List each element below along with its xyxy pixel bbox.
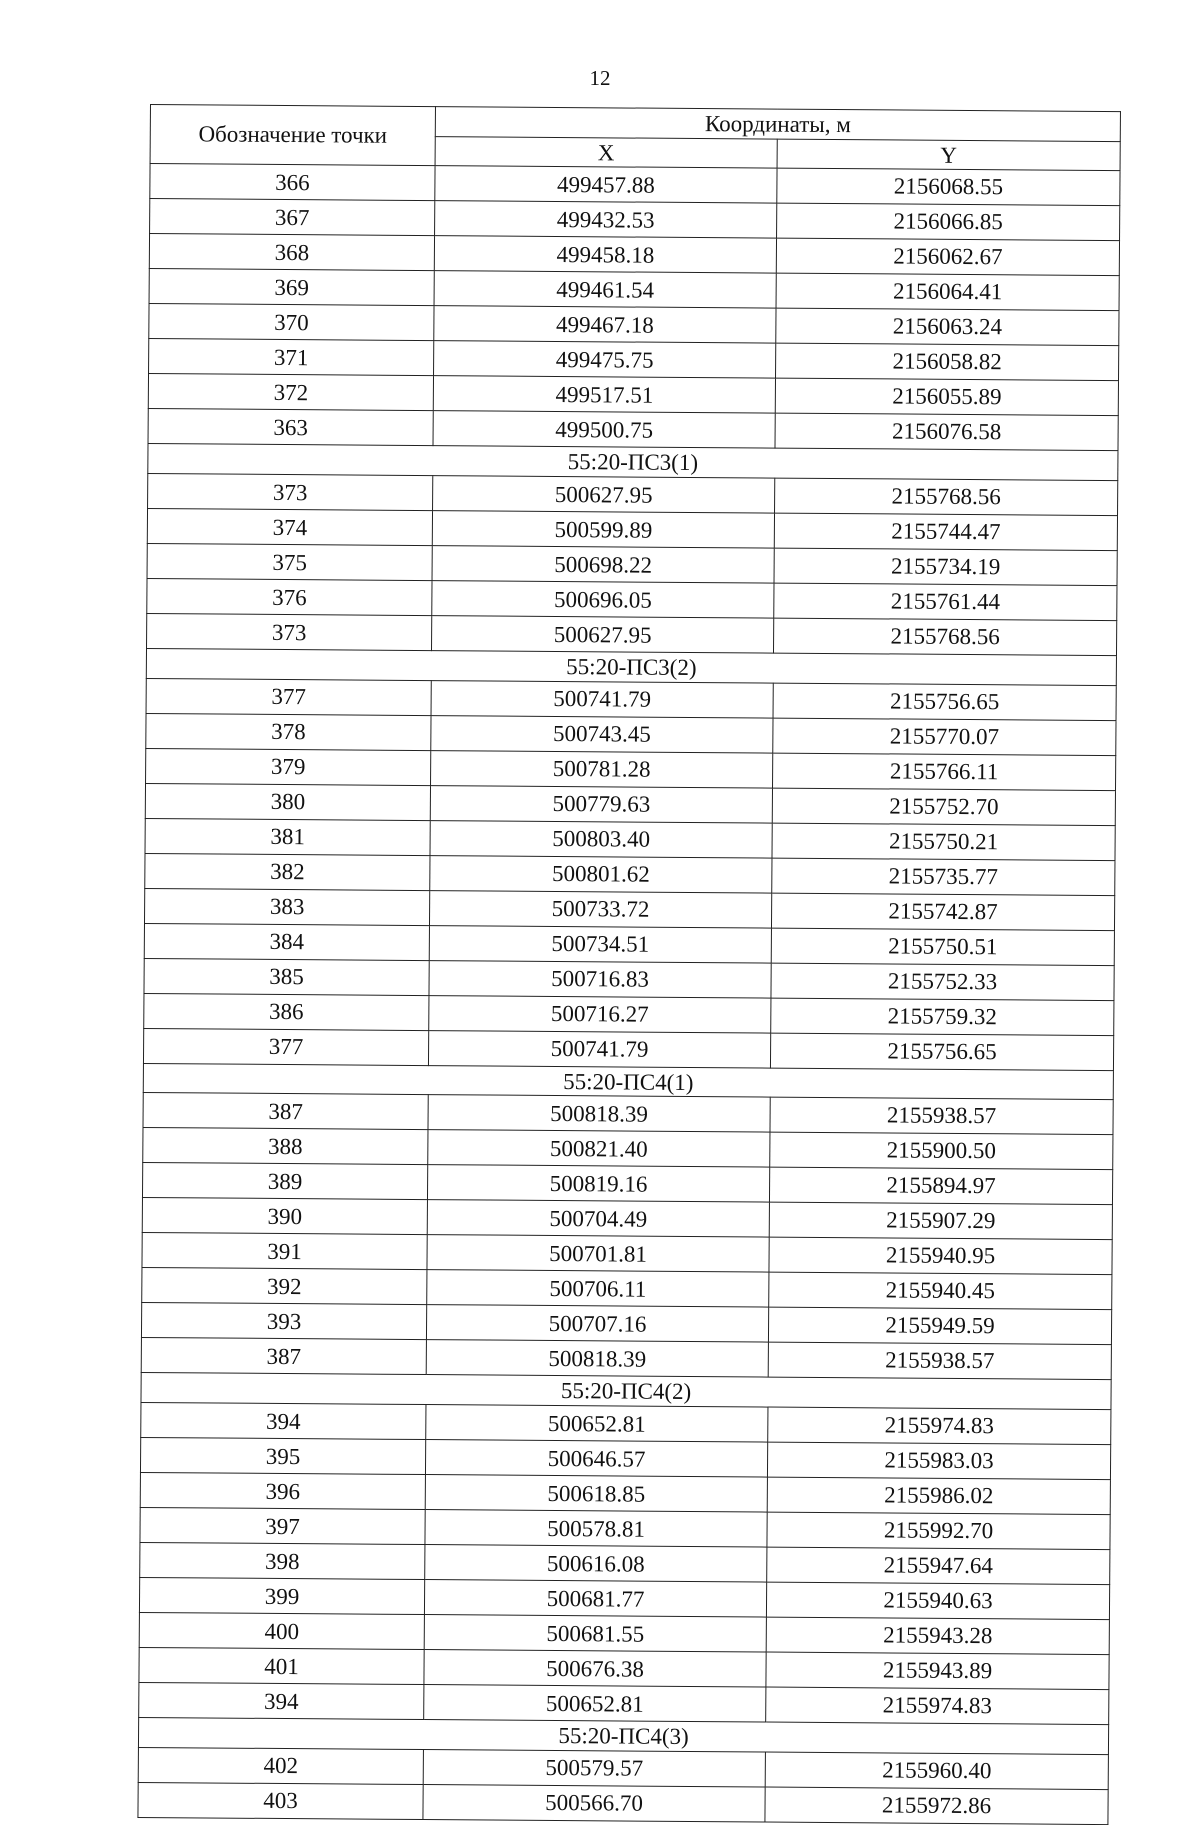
y-cell: 2155947.64 bbox=[767, 1547, 1110, 1585]
header-x: X bbox=[435, 136, 777, 168]
x-cell: 499432.53 bbox=[435, 201, 777, 239]
point-cell: 375 bbox=[147, 544, 432, 581]
y-cell: 2155943.89 bbox=[766, 1652, 1109, 1690]
x-cell: 500734.51 bbox=[429, 925, 771, 963]
x-cell: 499475.75 bbox=[434, 341, 776, 379]
y-cell: 2155940.95 bbox=[769, 1238, 1112, 1276]
x-cell: 500618.85 bbox=[425, 1475, 767, 1513]
point-cell: 387 bbox=[143, 1093, 428, 1130]
y-cell: 2156058.82 bbox=[776, 343, 1119, 381]
point-cell: 391 bbox=[142, 1233, 427, 1270]
x-cell: 500818.39 bbox=[426, 1340, 768, 1378]
y-cell: 2155750.21 bbox=[772, 823, 1115, 861]
x-cell: 500698.22 bbox=[432, 546, 774, 584]
section-title: 55:20-ПС4(2) bbox=[141, 1373, 1111, 1410]
section-title: 55:20-ПС4(3) bbox=[138, 1718, 1108, 1755]
x-cell: 500733.72 bbox=[429, 890, 771, 928]
header-coordinates: Координаты, м bbox=[435, 107, 1120, 142]
x-cell: 500681.77 bbox=[424, 1580, 766, 1618]
point-cell: 373 bbox=[148, 474, 433, 511]
x-cell: 500627.95 bbox=[432, 616, 774, 654]
x-cell: 500701.81 bbox=[427, 1235, 769, 1273]
y-cell: 2155770.07 bbox=[773, 718, 1116, 756]
point-cell: 372 bbox=[148, 374, 433, 411]
point-cell: 395 bbox=[140, 1438, 425, 1475]
table-body bbox=[138, 164, 1120, 1825]
y-cell: 2156064.41 bbox=[776, 273, 1119, 311]
x-cell: 500704.49 bbox=[427, 1200, 769, 1238]
point-cell: 381 bbox=[145, 818, 430, 855]
table-header bbox=[150, 105, 1120, 171]
y-cell: 2155894.97 bbox=[769, 1168, 1112, 1206]
y-cell: 2156076.58 bbox=[775, 413, 1118, 451]
point-cell: 369 bbox=[149, 269, 434, 306]
point-cell: 397 bbox=[140, 1508, 425, 1545]
y-cell: 2155974.83 bbox=[766, 1687, 1109, 1725]
x-cell: 499461.54 bbox=[434, 271, 776, 309]
x-cell: 500599.89 bbox=[432, 511, 774, 549]
y-cell: 2155900.50 bbox=[770, 1133, 1113, 1171]
point-cell: 379 bbox=[146, 748, 431, 785]
x-cell: 500652.81 bbox=[426, 1405, 768, 1443]
y-cell: 2156063.24 bbox=[776, 308, 1119, 346]
y-cell: 2155974.83 bbox=[768, 1407, 1111, 1445]
y-cell: 2155992.70 bbox=[767, 1512, 1110, 1550]
x-cell: 500652.81 bbox=[424, 1685, 766, 1723]
header-point-designation: Обозначение точки bbox=[150, 105, 435, 166]
x-cell: 500819.16 bbox=[427, 1165, 769, 1203]
x-cell: 499457.88 bbox=[435, 166, 777, 204]
y-cell: 2155756.65 bbox=[773, 683, 1116, 721]
x-cell: 500616.08 bbox=[425, 1545, 767, 1583]
y-cell: 2156066.85 bbox=[777, 203, 1120, 241]
point-cell: 398 bbox=[140, 1543, 425, 1580]
y-cell: 2155766.11 bbox=[773, 753, 1116, 791]
y-cell: 2155940.45 bbox=[769, 1273, 1112, 1311]
point-cell: 396 bbox=[140, 1473, 425, 1510]
point-cell: 399 bbox=[139, 1578, 424, 1615]
point-cell: 389 bbox=[142, 1163, 427, 1200]
y-cell: 2155940.63 bbox=[766, 1582, 1109, 1620]
x-cell: 500803.40 bbox=[430, 820, 772, 858]
point-cell: 401 bbox=[139, 1648, 424, 1685]
point-cell: 376 bbox=[147, 579, 432, 616]
y-cell: 2155983.03 bbox=[767, 1442, 1110, 1480]
y-cell: 2155972.86 bbox=[765, 1787, 1108, 1825]
coordinates-table bbox=[137, 104, 1121, 1825]
x-cell: 499500.75 bbox=[433, 411, 775, 449]
x-cell: 500716.27 bbox=[429, 995, 771, 1033]
point-cell: 383 bbox=[144, 888, 429, 925]
point-cell: 378 bbox=[146, 713, 431, 750]
y-cell: 2155943.28 bbox=[766, 1617, 1109, 1655]
x-cell: 499467.18 bbox=[434, 306, 776, 344]
x-cell: 500801.62 bbox=[430, 855, 772, 893]
x-cell: 500676.38 bbox=[424, 1650, 766, 1688]
section-title: 55:20-ПС3(2) bbox=[146, 649, 1116, 686]
y-cell: 2155750.51 bbox=[771, 928, 1114, 966]
y-cell: 2155742.87 bbox=[771, 893, 1114, 931]
page-number: 12 bbox=[589, 66, 611, 90]
y-cell: 2155759.32 bbox=[771, 998, 1114, 1036]
x-cell: 500741.79 bbox=[431, 680, 773, 718]
x-cell: 500646.57 bbox=[425, 1440, 767, 1478]
point-cell: 388 bbox=[143, 1128, 428, 1165]
point-cell: 367 bbox=[150, 199, 435, 236]
y-cell: 2155907.29 bbox=[769, 1203, 1112, 1241]
section-title: 55:20-ПС3(1) bbox=[148, 444, 1118, 481]
x-cell: 500821.40 bbox=[428, 1130, 770, 1168]
point-cell: 363 bbox=[148, 409, 433, 446]
x-cell: 500579.57 bbox=[423, 1749, 765, 1787]
point-cell: 393 bbox=[141, 1303, 426, 1340]
x-cell: 500818.39 bbox=[428, 1095, 770, 1133]
y-cell: 2155734.19 bbox=[774, 548, 1117, 586]
y-cell: 2155744.47 bbox=[774, 513, 1117, 551]
point-cell: 390 bbox=[142, 1198, 427, 1235]
point-cell: 377 bbox=[143, 1028, 428, 1065]
point-cell: 371 bbox=[149, 339, 434, 376]
x-cell: 500707.16 bbox=[426, 1305, 768, 1343]
point-cell: 370 bbox=[149, 304, 434, 341]
point-cell: 374 bbox=[147, 509, 432, 546]
y-cell: 2155752.70 bbox=[772, 788, 1115, 826]
y-cell: 2156062.67 bbox=[776, 238, 1119, 276]
point-cell: 366 bbox=[150, 164, 435, 201]
x-cell: 500566.70 bbox=[423, 1784, 765, 1822]
x-cell: 500627.95 bbox=[433, 476, 775, 514]
point-cell: 380 bbox=[145, 783, 430, 820]
x-cell: 500681.55 bbox=[424, 1615, 766, 1653]
section-title: 55:20-ПС4(1) bbox=[143, 1063, 1113, 1100]
y-cell: 2155949.59 bbox=[768, 1308, 1111, 1346]
y-cell: 2155768.56 bbox=[775, 478, 1118, 516]
table-row bbox=[138, 1782, 1108, 1824]
point-cell: 385 bbox=[144, 958, 429, 995]
point-cell: 394 bbox=[139, 1683, 424, 1720]
y-cell: 2155756.65 bbox=[770, 1033, 1113, 1071]
point-cell: 368 bbox=[149, 234, 434, 271]
x-cell: 500578.81 bbox=[425, 1510, 767, 1548]
point-cell: 384 bbox=[144, 923, 429, 960]
header-y: Y bbox=[777, 139, 1120, 171]
point-cell: 400 bbox=[139, 1613, 424, 1650]
y-cell: 2155938.57 bbox=[768, 1343, 1111, 1381]
point-cell: 386 bbox=[144, 993, 429, 1030]
x-cell: 500716.83 bbox=[429, 960, 771, 998]
x-cell: 500741.79 bbox=[428, 1030, 770, 1068]
x-cell: 500781.28 bbox=[431, 750, 773, 788]
y-cell: 2155761.44 bbox=[774, 583, 1117, 621]
y-cell: 2155735.77 bbox=[772, 858, 1115, 896]
point-cell: 403 bbox=[138, 1782, 423, 1819]
y-cell: 2155938.57 bbox=[770, 1098, 1113, 1136]
y-cell: 2156068.55 bbox=[777, 168, 1120, 206]
point-cell: 377 bbox=[146, 678, 431, 715]
x-cell: 500696.05 bbox=[432, 581, 774, 619]
x-cell: 500779.63 bbox=[430, 785, 772, 823]
x-cell: 499458.18 bbox=[434, 236, 776, 274]
y-cell: 2155752.33 bbox=[771, 963, 1114, 1001]
y-cell: 2155960.40 bbox=[765, 1752, 1108, 1790]
point-cell: 382 bbox=[145, 853, 430, 890]
y-cell: 2156055.89 bbox=[775, 378, 1118, 416]
point-cell: 394 bbox=[141, 1403, 426, 1440]
x-cell: 500743.45 bbox=[431, 715, 773, 753]
x-cell: 500706.11 bbox=[427, 1270, 769, 1308]
x-cell: 499517.51 bbox=[433, 376, 775, 414]
point-cell: 392 bbox=[142, 1268, 427, 1305]
point-cell: 402 bbox=[138, 1747, 423, 1784]
y-cell: 2155768.56 bbox=[773, 618, 1116, 656]
point-cell: 387 bbox=[141, 1338, 426, 1375]
point-cell: 373 bbox=[147, 614, 432, 651]
y-cell: 2155986.02 bbox=[767, 1477, 1110, 1515]
